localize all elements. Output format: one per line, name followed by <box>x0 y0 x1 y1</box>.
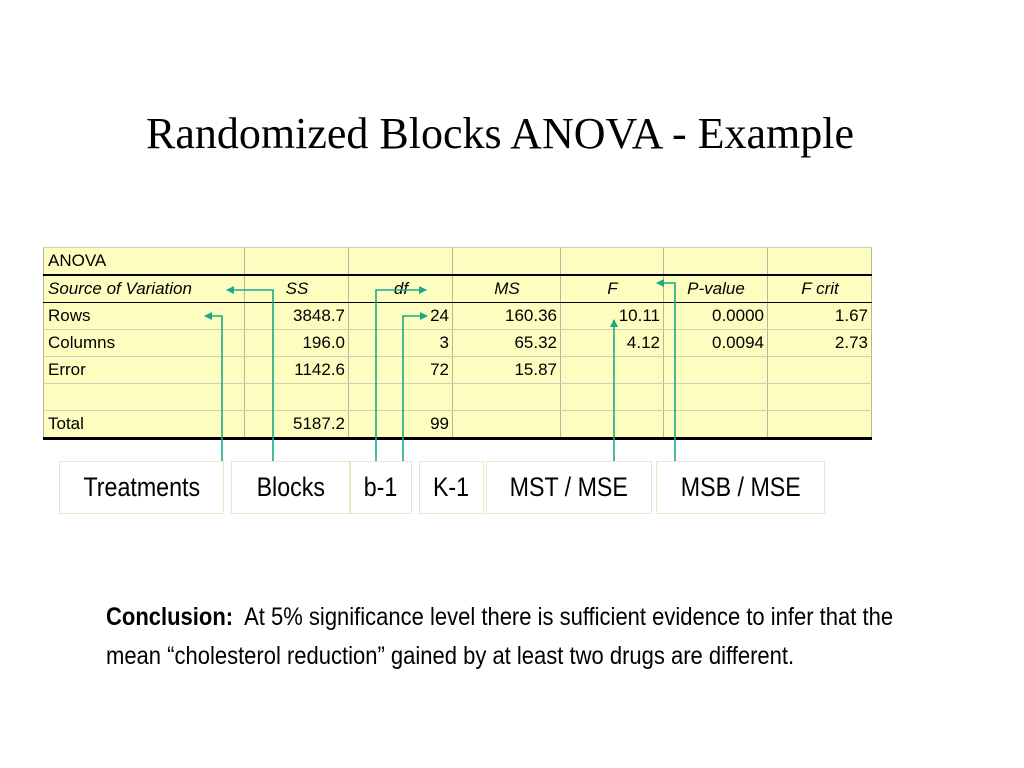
treatments-arrow <box>205 316 222 463</box>
cell-ss: 196.0 <box>245 330 349 357</box>
row-source: Columns <box>44 330 245 357</box>
header-f-crit: F crit <box>768 275 872 303</box>
label-k-minus-1: K-1 <box>419 461 484 514</box>
conclusion-paragraph <box>106 598 946 676</box>
cell-f: 10.11 <box>561 303 664 330</box>
cell-ss: 1142.6 <box>245 357 349 384</box>
blocks-arrow <box>227 290 273 463</box>
conclusion-text: At 5% significance level there is sufficient evidence to infer that the mean “cholesterol reduction” gained by at least two drugs are different. <box>106 603 894 670</box>
k-minus-1-arrow <box>403 316 427 463</box>
label-msb-mse: MSB / MSE <box>656 461 825 514</box>
cell-df: 3 <box>349 330 453 357</box>
cell-p-value: 0.0094 <box>664 330 768 357</box>
cell-f-crit: 1.67 <box>768 303 872 330</box>
header-ms: MS <box>453 275 561 303</box>
header-p-value: P-value <box>664 275 768 303</box>
label-mst-mse: MST / MSE <box>486 461 652 514</box>
row-source: Error <box>44 357 245 384</box>
cell-df: 72 <box>349 357 453 384</box>
row-source: Rows <box>44 303 245 330</box>
cell-ms: 160.36 <box>453 303 561 330</box>
label-treatments: Treatments <box>59 461 224 514</box>
label-b-minus-1: b-1 <box>350 461 412 514</box>
header-source: Source of Variation <box>44 275 245 303</box>
cell-ss: 3848.7 <box>245 303 349 330</box>
header-f: F <box>561 275 664 303</box>
header-ss: SS <box>245 275 349 303</box>
label-blocks: Blocks <box>231 461 350 514</box>
cell-f: 4.12 <box>561 330 664 357</box>
table-title: ANOVA <box>44 248 245 276</box>
cell-df: 99 <box>349 411 453 439</box>
cell-p-value: 0.0000 <box>664 303 768 330</box>
cell-ms: 15.87 <box>453 357 561 384</box>
slide-title: Randomized Blocks ANOVA - Example <box>146 109 854 158</box>
header-df: df <box>349 275 453 303</box>
cell-ss: 5187.2 <box>245 411 349 439</box>
cell-df: 24 <box>349 303 453 330</box>
conclusion-lead: Conclusion: <box>106 603 234 631</box>
cell-f-crit: 2.73 <box>768 330 872 357</box>
cell-ms: 65.32 <box>453 330 561 357</box>
row-source: Total <box>44 411 245 439</box>
msb-mse-arrow <box>657 283 675 463</box>
